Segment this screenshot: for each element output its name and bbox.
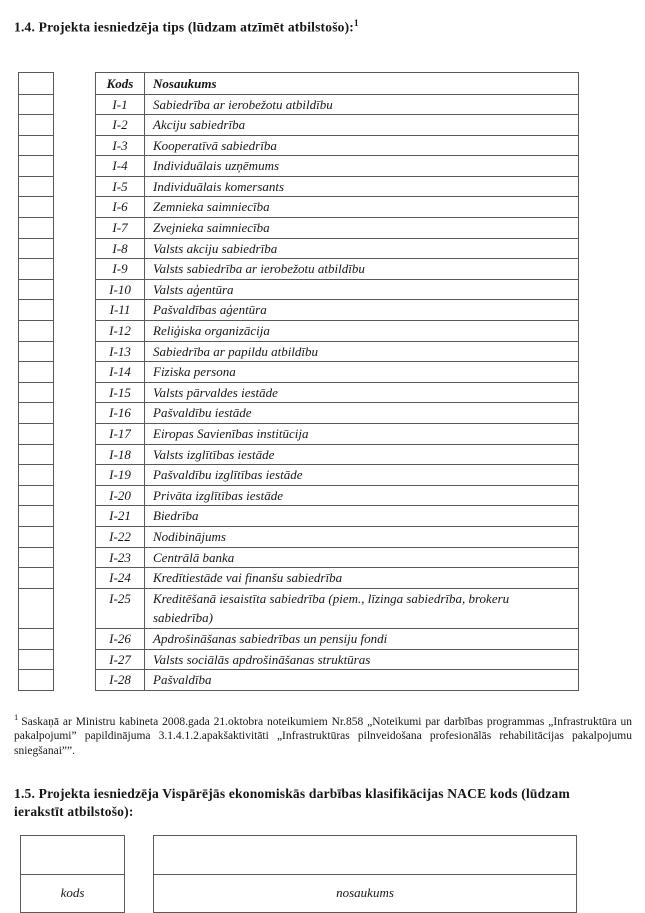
checkbox-cell[interactable]: [19, 94, 54, 115]
code-cell: I-10: [96, 279, 145, 300]
footnote: [14, 710, 632, 759]
checkbox-cell[interactable]: [19, 547, 54, 568]
checkbox-cell[interactable]: [19, 628, 54, 649]
table-row: [19, 238, 579, 259]
nace-nosaukums-input[interactable]: [154, 836, 576, 875]
name-cell: Valsts pārvaldes iestāde: [145, 382, 579, 403]
column-gap: [54, 403, 96, 424]
table-row: [19, 465, 579, 486]
table-row: [19, 485, 579, 506]
checkbox-cell[interactable]: [19, 568, 54, 589]
column-gap: [54, 259, 96, 280]
column-gap: [54, 485, 96, 506]
checkbox-cell[interactable]: [19, 362, 54, 383]
footnote-number: 1: [14, 711, 19, 722]
table-row: [19, 156, 579, 177]
checkbox-cell[interactable]: [19, 197, 54, 218]
table-header-row: [19, 72, 579, 94]
name-cell: Akciju sabiedrība: [145, 115, 579, 136]
checkbox-cell[interactable]: [19, 506, 54, 527]
nace-code-form: [20, 835, 631, 913]
name-cell: Privāta izglītības iestāde: [145, 485, 579, 506]
name-cell: Fiziska persona: [145, 362, 579, 383]
column-gap: [54, 321, 96, 342]
name-cell: Valsts izglītības iestāde: [145, 444, 579, 465]
code-cell: I-5: [96, 176, 145, 197]
checkbox-cell[interactable]: [19, 588, 54, 628]
column-gap: [54, 279, 96, 300]
name-cell: Individuālais uzņēmums: [145, 156, 579, 177]
code-cell: I-22: [96, 526, 145, 547]
name-cell: Valsts aģentūra: [145, 279, 579, 300]
name-cell: Zemnieka saimniecība: [145, 197, 579, 218]
table-row: [19, 218, 579, 239]
table-row: [19, 259, 579, 280]
name-cell: Individuālais komersants: [145, 176, 579, 197]
table-row: [19, 670, 579, 691]
column-gap: [54, 649, 96, 670]
checkbox-cell[interactable]: [19, 341, 54, 362]
column-gap: [54, 506, 96, 527]
name-cell: Apdrošināšanas sabiedrības un pensiju fondi: [145, 628, 579, 649]
kods-column-header: Kods: [96, 72, 145, 94]
column-gap: [54, 176, 96, 197]
checkbox-cell[interactable]: [19, 649, 54, 670]
checkbox-cell[interactable]: [19, 259, 54, 280]
name-cell: Valsts akciju sabiedrība: [145, 238, 579, 259]
table-row: [19, 444, 579, 465]
column-gap: [54, 628, 96, 649]
table-row: [19, 115, 579, 136]
code-cell: I-8: [96, 238, 145, 259]
checkbox-cell[interactable]: [19, 670, 54, 691]
name-cell: Biedrība: [145, 506, 579, 527]
column-gap: [54, 568, 96, 589]
table-row: [19, 547, 579, 568]
code-cell: I-25: [96, 588, 145, 628]
name-cell: Valsts sociālās apdrošināšanas struktūras: [145, 649, 579, 670]
checkbox-cell[interactable]: [19, 279, 54, 300]
nace-kods-label: kods: [60, 885, 85, 901]
table-row: [19, 362, 579, 383]
checkbox-cell[interactable]: [19, 115, 54, 136]
name-cell: Eiropas Savienības institūcija: [145, 424, 579, 445]
name-cell: Pašvaldība: [145, 670, 579, 691]
section-1-4-title-text: 1.4. Projekta iesniedzēja tips (lūdzam atzīmēt atbilstošo):: [14, 19, 354, 35]
table-row: [19, 94, 579, 115]
code-cell: I-24: [96, 568, 145, 589]
column-gap: [54, 135, 96, 156]
nace-kods-box: [20, 835, 125, 913]
column-gap: [54, 218, 96, 239]
column-gap: [54, 72, 96, 94]
table-row: [19, 649, 579, 670]
checkbox-cell[interactable]: [19, 321, 54, 342]
code-cell: I-15: [96, 382, 145, 403]
table-row: [19, 506, 579, 527]
table-row: [19, 382, 579, 403]
code-cell: I-14: [96, 362, 145, 383]
code-cell: I-19: [96, 465, 145, 486]
name-cell: Centrālā banka: [145, 547, 579, 568]
section-1-4-title: [14, 15, 631, 36]
column-gap: [54, 465, 96, 486]
name-cell: Sabiedrība ar ierobežotu atbildību: [145, 94, 579, 115]
name-cell: Kooperatīvā sabiedrība: [145, 135, 579, 156]
column-gap: [54, 156, 96, 177]
column-gap: [54, 197, 96, 218]
name-cell: Pašvaldību iestāde: [145, 403, 579, 424]
name-cell: Sabiedrība ar papildu atbildību: [145, 341, 579, 362]
column-gap: [54, 341, 96, 362]
table-row: [19, 135, 579, 156]
footnote-reference-superscript: 1: [354, 18, 359, 28]
code-cell: I-18: [96, 444, 145, 465]
code-cell: I-17: [96, 424, 145, 445]
table-row: [19, 341, 579, 362]
table-row: [19, 176, 579, 197]
table-row: [19, 424, 579, 445]
checkbox-cell[interactable]: [19, 176, 54, 197]
nace-kods-input[interactable]: [21, 836, 124, 875]
applicant-type-table-body: [19, 72, 579, 690]
footnote-text: Saskaņā ar Ministru kabineta 2008.gada 21.oktobra noteikumiem Nr.858 „Noteikumi par darbības programmas „Infrastruktūra un pakalpojumi” papildinājuma 3.1.4.1.2.apakšaktivitāti „Infrastruktūras pilnveidošana profesionālās rehabilitācijas pakalpojumu sniegšanai””.: [14, 715, 632, 758]
checkbox-cell[interactable]: [19, 72, 54, 94]
name-cell: Kredītiestāde vai finanšu sabiedrība: [145, 568, 579, 589]
table-row: [19, 628, 579, 649]
code-cell: I-23: [96, 547, 145, 568]
nosaukums-column-header: Nosaukums: [145, 72, 579, 94]
code-cell: I-4: [96, 156, 145, 177]
code-cell: I-27: [96, 649, 145, 670]
column-gap: [54, 670, 96, 691]
name-cell: Zvejnieka saimniecība: [145, 218, 579, 239]
code-cell: I-7: [96, 218, 145, 239]
checkbox-cell[interactable]: [19, 485, 54, 506]
table-row: [19, 197, 579, 218]
column-gap: [54, 382, 96, 403]
table-row: [19, 526, 579, 547]
name-cell: Kreditēšanā iesaistīta sabiedrība (piem., līzinga sabiedrība, brokeru sabiedrība): [145, 588, 579, 628]
column-gap: [54, 424, 96, 445]
checkbox-cell[interactable]: [19, 424, 54, 445]
name-cell: Pašvaldības aģentūra: [145, 300, 579, 321]
table-row: [19, 300, 579, 321]
table-row: [19, 321, 579, 342]
section-1-5-title: 1.5. Projekta iesniedzēja Vispārējās ekonomiskās darbības klasifikācijas NACE kods (lūdzam ierakstīt atbilstošo):: [14, 785, 570, 819]
checkbox-cell[interactable]: [19, 403, 54, 424]
column-gap: [54, 300, 96, 321]
code-cell: I-26: [96, 628, 145, 649]
column-gap: [54, 588, 96, 628]
table-row: [19, 588, 579, 628]
column-gap: [54, 444, 96, 465]
nace-nosaukums-box: [153, 835, 577, 913]
checkbox-cell[interactable]: [19, 526, 54, 547]
code-cell: I-6: [96, 197, 145, 218]
table-row: [19, 403, 579, 424]
code-cell: I-16: [96, 403, 145, 424]
checkbox-cell[interactable]: [19, 156, 54, 177]
code-cell: I-20: [96, 485, 145, 506]
code-cell: I-28: [96, 670, 145, 691]
code-cell: I-3: [96, 135, 145, 156]
checkbox-cell[interactable]: [19, 300, 54, 321]
column-gap: [54, 94, 96, 115]
name-cell: Nodibinājums: [145, 526, 579, 547]
column-gap: [54, 526, 96, 547]
checkbox-cell[interactable]: [19, 444, 54, 465]
checkbox-cell[interactable]: [19, 238, 54, 259]
checkbox-cell[interactable]: [19, 218, 54, 239]
column-gap: [54, 362, 96, 383]
applicant-type-table: [18, 72, 579, 691]
table-row: [19, 568, 579, 589]
table-row: [19, 279, 579, 300]
code-cell: I-13: [96, 341, 145, 362]
column-gap: [54, 115, 96, 136]
name-cell: Valsts sabiedrība ar ierobežotu atbildību: [145, 259, 579, 280]
name-cell: Reliģiska organizācija: [145, 321, 579, 342]
column-gap: [54, 547, 96, 568]
code-cell: I-12: [96, 321, 145, 342]
code-cell: I-1: [96, 94, 145, 115]
checkbox-cell[interactable]: [19, 135, 54, 156]
nace-nosaukums-label: nosaukums: [336, 885, 394, 901]
code-cell: I-21: [96, 506, 145, 527]
column-gap: [54, 238, 96, 259]
name-cell: Pašvaldību izglītības iestāde: [145, 465, 579, 486]
checkbox-cell[interactable]: [19, 465, 54, 486]
code-cell: I-2: [96, 115, 145, 136]
code-cell: I-11: [96, 300, 145, 321]
checkbox-cell[interactable]: [19, 382, 54, 403]
code-cell: I-9: [96, 259, 145, 280]
